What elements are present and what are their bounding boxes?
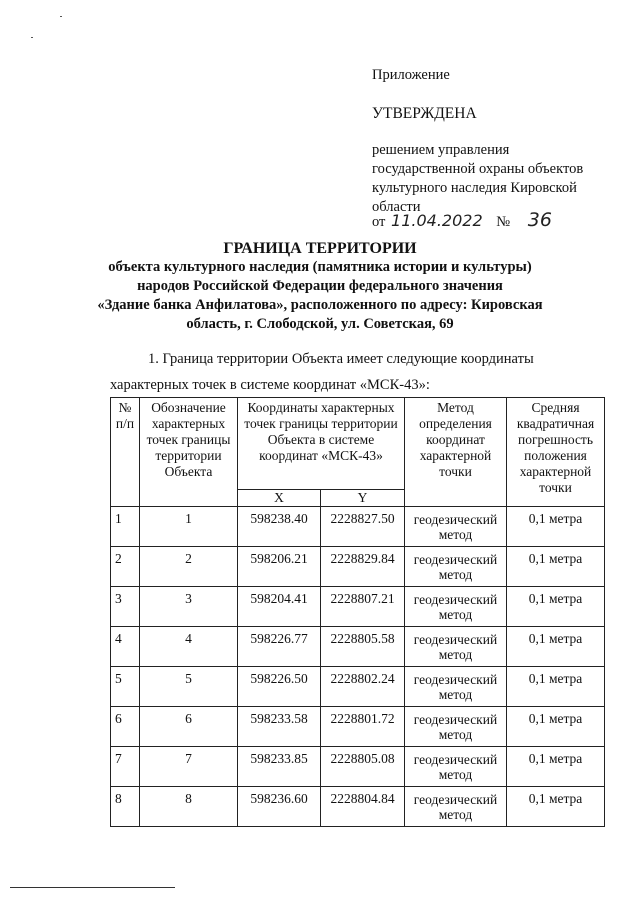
row-error: 0,1 метра bbox=[507, 587, 605, 627]
subtitle-line: объекта культурного наследия (памятника истории и культуры) bbox=[108, 259, 532, 275]
row-x: 598226.77 bbox=[238, 627, 321, 667]
table-row bbox=[111, 587, 605, 627]
row-error: 0,1 метра bbox=[507, 747, 605, 787]
row-x: 598233.85 bbox=[238, 747, 321, 787]
row-num: 4 bbox=[111, 627, 140, 667]
subtitle-line: «Здание банка Анфилатова», расположенного по адресу: Кировская bbox=[97, 297, 543, 313]
row-y: 2228801.72 bbox=[321, 707, 405, 747]
document-title: ГРАНИЦА ТЕРРИТОРИИ bbox=[223, 240, 417, 257]
row-y: 2228804.84 bbox=[321, 787, 405, 827]
row-method: геодезический метод bbox=[405, 747, 507, 787]
paragraph-line-2: характерных точек в системе координат «МСК-43»: bbox=[110, 377, 430, 393]
handwritten-date: 11.04.2022 bbox=[391, 211, 483, 230]
subtitle-line: область, г. Слободской, ул. Советская, 69 bbox=[186, 316, 454, 332]
table-header-row bbox=[111, 398, 605, 490]
row-y: 2228802.24 bbox=[321, 667, 405, 707]
decree-line: решением управления bbox=[372, 142, 510, 158]
row-point: 4 bbox=[140, 627, 238, 667]
scan-speck bbox=[60, 16, 62, 17]
row-num: 2 bbox=[111, 547, 140, 587]
number-sign: № bbox=[496, 214, 511, 230]
row-method: геодезический метод bbox=[405, 667, 507, 707]
row-error: 0,1 метра bbox=[507, 507, 605, 547]
row-point: 8 bbox=[140, 787, 238, 827]
row-error: 0,1 метра bbox=[507, 627, 605, 667]
row-method: геодезический метод bbox=[405, 587, 507, 627]
row-method: геодезический метод bbox=[405, 627, 507, 667]
decree-line: области bbox=[372, 199, 421, 215]
table-row bbox=[111, 707, 605, 747]
row-y: 2228805.08 bbox=[321, 747, 405, 787]
row-point: 5 bbox=[140, 667, 238, 707]
row-error: 0,1 метра bbox=[507, 547, 605, 587]
row-num: 1 bbox=[111, 507, 140, 547]
table-row bbox=[111, 787, 605, 827]
header-coords: Координаты характерных точек границы территории Объекта в системе координат «МСК-43» bbox=[238, 398, 405, 490]
header-x: X bbox=[238, 489, 321, 506]
row-point: 6 bbox=[140, 707, 238, 747]
row-point: 7 bbox=[140, 747, 238, 787]
table-row bbox=[111, 627, 605, 667]
table-row bbox=[111, 547, 605, 587]
row-method: геодезический метод bbox=[405, 707, 507, 747]
row-y: 2228805.58 bbox=[321, 627, 405, 667]
row-num: 8 bbox=[111, 787, 140, 827]
row-method: геодезический метод bbox=[405, 787, 507, 827]
row-y: 2228807.21 bbox=[321, 587, 405, 627]
row-x: 598204.41 bbox=[238, 587, 321, 627]
row-error: 0,1 метра bbox=[507, 787, 605, 827]
row-x: 598206.21 bbox=[238, 547, 321, 587]
date-prefix: от bbox=[372, 214, 386, 230]
header-num: № п/п bbox=[111, 398, 140, 507]
header-error: Средняя квадратичная погрешность положения характерной точки bbox=[507, 398, 605, 507]
paragraph-line-1: 1. Граница территории Объекта имеет следующие координаты bbox=[148, 351, 534, 367]
row-y: 2228829.84 bbox=[321, 547, 405, 587]
appendix-label: Приложение bbox=[372, 67, 450, 83]
row-x: 598236.60 bbox=[238, 787, 321, 827]
header-method: Метод определения координат характерной точки bbox=[405, 398, 507, 507]
table-row bbox=[111, 507, 605, 547]
row-error: 0,1 метра bbox=[507, 707, 605, 747]
row-num: 5 bbox=[111, 667, 140, 707]
footnote-divider bbox=[10, 887, 175, 888]
row-method: геодезический метод bbox=[405, 547, 507, 587]
scan-speck bbox=[31, 37, 33, 38]
row-method: геодезический метод bbox=[405, 507, 507, 547]
decree-line: культурного наследия Кировской bbox=[372, 180, 577, 196]
coordinates-table bbox=[110, 397, 605, 827]
table-row bbox=[111, 667, 605, 707]
row-point: 3 bbox=[140, 587, 238, 627]
row-point: 2 bbox=[140, 547, 238, 587]
row-num: 6 bbox=[111, 707, 140, 747]
row-x: 598238.40 bbox=[238, 507, 321, 547]
row-y: 2228827.50 bbox=[321, 507, 405, 547]
date-number-line bbox=[372, 208, 552, 234]
header-designation: Обозначение характерных точек границы территории Объекта bbox=[140, 398, 238, 507]
row-error: 0,1 метра bbox=[507, 667, 605, 707]
row-x: 598233.58 bbox=[238, 707, 321, 747]
decree-line: государственной охраны объектов bbox=[372, 161, 584, 177]
row-num: 3 bbox=[111, 587, 140, 627]
row-num: 7 bbox=[111, 747, 140, 787]
handwritten-number: 36 bbox=[527, 209, 552, 231]
row-point: 1 bbox=[140, 507, 238, 547]
row-x: 598226.50 bbox=[238, 667, 321, 707]
header-y: Y bbox=[321, 489, 405, 506]
approved-heading: УТВЕРЖДЕНА bbox=[372, 105, 477, 122]
subtitle-line: народов Российской Федерации федерального значения bbox=[137, 278, 503, 294]
table-row bbox=[111, 747, 605, 787]
